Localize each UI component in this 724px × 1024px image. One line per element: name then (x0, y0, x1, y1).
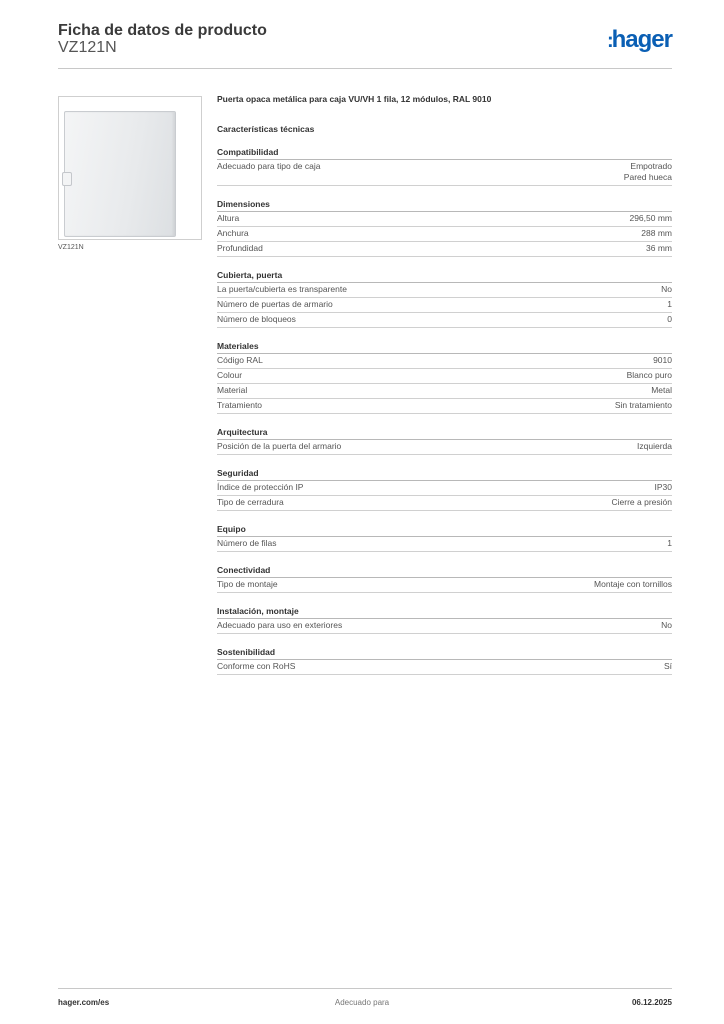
spec-value (667, 299, 672, 310)
spec-value-line: Metal (651, 385, 672, 395)
spec-label: La puerta/cubierta es transparente (217, 284, 347, 294)
spec-value-line: Empotrado (630, 161, 672, 171)
page-header (58, 20, 672, 68)
spec-value-line: Blanco puro (626, 370, 672, 380)
footer-divider (58, 988, 672, 989)
spec-label: Número de bloqueos (217, 314, 296, 324)
section-title: Equipo (217, 523, 672, 537)
section-title: Sostenibilidad (217, 646, 672, 660)
spec-label: Posición de la puerta del armario (217, 441, 342, 451)
spec-section (217, 564, 672, 593)
spec-value-line: 296,50 mm (629, 213, 672, 223)
spec-label: Profundidad (217, 243, 263, 253)
section-title: Seguridad (217, 467, 672, 481)
spec-value (637, 441, 672, 452)
section-title: Compatibilidad (217, 146, 672, 160)
spec-label: Tratamiento (217, 400, 263, 410)
spec-row (217, 496, 672, 511)
spec-value (661, 284, 672, 295)
spec-value (624, 161, 672, 183)
spec-row (217, 212, 672, 227)
spec-row (217, 313, 672, 328)
spec-value-line: No (661, 620, 672, 630)
spec-row (217, 537, 672, 552)
spec-value (667, 538, 672, 549)
spec-value-line: Cierre a presión (611, 497, 672, 507)
hager-logo (607, 26, 672, 54)
section-title: Conectividad (217, 564, 672, 578)
spec-value (655, 482, 673, 493)
spec-value (651, 385, 672, 396)
spec-row (217, 619, 672, 634)
spec-section (217, 269, 672, 328)
door-panel-illustration (64, 111, 176, 237)
spec-value (653, 355, 672, 366)
spec-value-line: 288 mm (641, 228, 672, 238)
spec-value-line: Sin tratamiento (614, 400, 672, 410)
spec-value (646, 243, 672, 254)
spec-section (217, 605, 672, 634)
spec-label: Colour (217, 370, 243, 380)
spec-value (641, 228, 672, 239)
image-caption: VZ121N (58, 244, 84, 251)
spec-row (217, 369, 672, 384)
footer-date: 06.12.2025 (631, 998, 672, 1007)
spec-label: Altura (217, 213, 240, 223)
spec-value-line: 1 (667, 538, 672, 548)
spec-value-line: No (661, 284, 672, 294)
footer-center-text: Adecuado para (334, 998, 390, 1007)
spec-section (217, 467, 672, 511)
spec-value (664, 661, 672, 672)
product-description: Puerta opaca metálica para caja VU/VH 1 fila, 12 módulos, RAL 9010 (217, 94, 492, 104)
spec-value (667, 314, 672, 325)
spec-value-line: Pared hueca (623, 172, 672, 182)
spec-value (615, 400, 672, 411)
section-title: Cubierta, puerta (217, 269, 672, 283)
spec-label: Tipo de montaje (217, 579, 278, 589)
spec-row (217, 227, 672, 242)
section-title: Arquitectura (217, 426, 672, 440)
spec-section (217, 340, 672, 414)
spec-value-line: Izquierda (637, 441, 672, 451)
spec-label: Tipo de cerradura (217, 497, 284, 507)
spec-label: Adecuado para uso en exteriores (217, 620, 343, 630)
spec-label: Material (217, 385, 248, 395)
logo-dots: : (606, 30, 612, 52)
document-title: Ficha de datos de producto (58, 22, 267, 39)
spec-value-line: IP30 (654, 482, 672, 492)
spec-value-line: Sí (663, 661, 672, 671)
section-title: Instalación, montaje (217, 605, 672, 619)
spec-row (217, 242, 672, 257)
spec-value-line: 0 (667, 314, 672, 324)
section-title: Materiales (217, 340, 672, 354)
spec-row (217, 578, 672, 593)
spec-value (661, 620, 672, 631)
technical-characteristics-heading: Características técnicas (217, 124, 315, 134)
spec-label: Código RAL (217, 355, 263, 365)
spec-row (217, 399, 672, 414)
spec-row (217, 440, 672, 455)
spec-label: Número de puertas de armario (217, 299, 333, 309)
spec-section (217, 523, 672, 552)
spec-value (594, 579, 672, 590)
product-code: VZ121N (58, 39, 117, 56)
spec-row (217, 384, 672, 399)
spec-row (217, 660, 672, 675)
header-divider (58, 68, 672, 69)
spec-label: Conforme con RoHS (217, 661, 296, 671)
logo-text: hager (611, 26, 672, 53)
spec-label: Número de filas (217, 538, 277, 548)
spec-row (217, 354, 672, 369)
spec-section (217, 146, 672, 186)
spec-value (627, 370, 672, 381)
spec-label: Adecuado para tipo de caja (217, 161, 321, 171)
spec-section (217, 646, 672, 675)
spec-content (217, 92, 672, 675)
section-title: Dimensiones (217, 198, 672, 212)
spec-value-line: 9010 (653, 355, 672, 365)
spec-sections (217, 146, 672, 675)
spec-label: Índice de protección IP (217, 482, 304, 492)
spec-value (629, 213, 672, 224)
spec-section (217, 426, 672, 455)
spec-section (217, 198, 672, 257)
spec-value (612, 497, 672, 508)
spec-row (217, 160, 672, 186)
spec-row (217, 283, 672, 298)
product-image (58, 96, 202, 240)
spec-row (217, 481, 672, 496)
footer-website: hager.com/es (58, 998, 110, 1007)
spec-row (217, 298, 672, 313)
door-latch-illustration (62, 172, 72, 186)
spec-value-line: Montaje con tornillos (594, 579, 672, 589)
spec-value-line: 1 (667, 299, 672, 309)
spec-value-line: 36 mm (646, 243, 672, 253)
spec-label: Anchura (217, 228, 249, 238)
